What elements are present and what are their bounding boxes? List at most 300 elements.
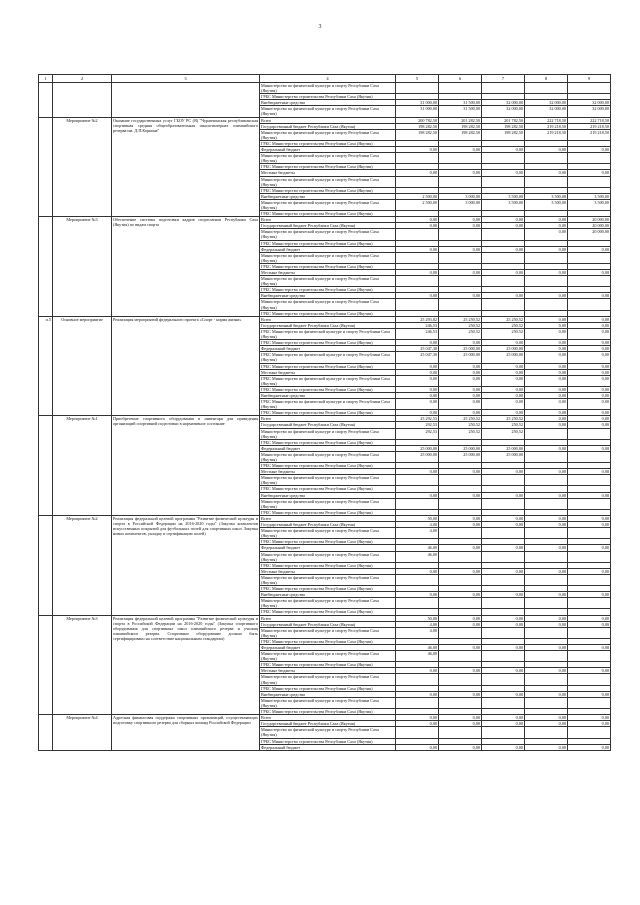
amount-cell: 0,00 <box>525 621 568 627</box>
amount-cell: 0,00 <box>396 293 439 299</box>
amount-cell <box>525 428 568 439</box>
amount-cell: 31 000,00 <box>396 100 439 106</box>
row-code <box>39 515 53 615</box>
funding-source-label: Местные бюджеты <box>260 369 396 375</box>
amount-cell: 0,00 <box>482 217 525 223</box>
amount-cell: 0,00 <box>482 545 525 551</box>
row-code <box>39 117 53 217</box>
funding-source-label: ГРБС Министерство строительства Республики Саха (Якутия) <box>260 509 396 515</box>
amount-cell: 0,00 <box>396 744 439 750</box>
amount-cell: 31 500,00 <box>439 106 482 117</box>
amount-cell: 0,00 <box>396 386 439 392</box>
amount-cell: 198 282,50 <box>396 123 439 129</box>
funding-source-label: Министерство по физической культуре и спорту Республики Саха (Якутия) <box>260 627 396 638</box>
amount-cell: 0,00 <box>396 147 439 153</box>
amount-cell: 20 000,00 <box>568 223 611 229</box>
amount-cell: 0,00 <box>525 293 568 299</box>
amount-cell <box>482 674 525 685</box>
activity-name: Мероприятие №2 <box>53 117 112 217</box>
activity-name <box>53 83 112 118</box>
amount-cell: 0,00 <box>568 721 611 727</box>
funding-source-label: Министерство по физической культуре и спорту Республики Саха (Якутия) <box>260 199 396 210</box>
amount-cell: 25 000,00 <box>482 346 525 352</box>
amount-cell: 0,00 <box>568 592 611 598</box>
amount-cell: 32 000,00 <box>568 106 611 117</box>
amount-cell <box>439 651 482 662</box>
amount-cell: 0,00 <box>568 522 611 528</box>
amount-cell: 25 250,52 <box>439 416 482 422</box>
amount-cell: 0,00 <box>482 386 525 392</box>
activity-name: Мероприятие №3 <box>53 615 112 715</box>
funding-source-label: ГРБС Министерство строительства Республики Саха (Якутия) <box>260 685 396 691</box>
amount-cell <box>568 276 611 287</box>
amount-cell: 32 000,00 <box>482 100 525 106</box>
amount-cell: 0,00 <box>568 375 611 386</box>
row-code <box>39 715 53 751</box>
funding-source-label: Федеральный бюджет <box>260 545 396 551</box>
funding-source-label: ГРБС Министерство строительства Республики Саха (Якутия) <box>260 287 396 293</box>
column-number: 1 <box>39 75 53 83</box>
amount-cell <box>482 627 525 638</box>
amount-cell: 246,53 <box>396 328 439 339</box>
funding-source-label: Всего <box>260 217 396 223</box>
amount-cell <box>439 551 482 562</box>
funding-source-label: Министерство по физической культуре и спорту Республики Саха (Якутия) <box>260 674 396 685</box>
amount-cell: 0,00 <box>525 147 568 153</box>
amount-cell <box>568 651 611 662</box>
amount-cell: 3 000,00 <box>439 199 482 210</box>
amount-cell: 0,00 <box>439 386 482 392</box>
funding-source-label: Внебюджетные средства <box>260 193 396 199</box>
amount-cell: 0,00 <box>568 399 611 410</box>
amount-cell: 20 000,00 <box>568 217 611 223</box>
amount-cell: 0,00 <box>396 691 439 697</box>
funding-source-label: Федеральный бюджет <box>260 346 396 352</box>
column-number: 7 <box>482 75 525 83</box>
amount-cell: 25 047,30 <box>396 352 439 363</box>
amount-cell: 0,00 <box>439 340 482 346</box>
amount-cell: 0,00 <box>525 229 568 240</box>
amount-cell <box>568 551 611 562</box>
amount-cell: 3 500,00 <box>568 199 611 210</box>
funding-source-label: Местные бюджеты <box>260 568 396 574</box>
funding-source-label: Министерство по физической культуре и спорту Республики Саха (Якутия) <box>260 106 396 117</box>
amount-cell: 0,00 <box>482 293 525 299</box>
amount-cell: 0,00 <box>525 691 568 697</box>
activity-description: Реализация мероприятий федерального проекта «Спорт - норма жизни» <box>112 316 260 416</box>
funding-source-label: Министерство по физической культуре и спорту Республики Саха (Якутия) <box>260 574 396 585</box>
funding-source-label: Министерство по физической культуре и спорту Республики Саха (Якутия) <box>260 727 396 738</box>
amount-cell: 219 218,50 <box>525 123 568 129</box>
amount-cell: 46,00 <box>396 551 439 562</box>
activity-description <box>112 83 260 118</box>
amount-cell: 0,00 <box>568 147 611 153</box>
funding-source-label: Государственный бюджет Республики Саха (Якутия) <box>260 522 396 528</box>
amount-cell: 0,00 <box>525 316 568 322</box>
amount-cell <box>482 551 525 562</box>
amount-cell: 0,00 <box>396 492 439 498</box>
funding-source-label: Федеральный бюджет <box>260 445 396 451</box>
amount-cell <box>568 697 611 708</box>
amount-cell: 0,00 <box>482 721 525 727</box>
amount-cell <box>525 176 568 187</box>
amount-cell: 0,00 <box>439 392 482 398</box>
amount-cell: 222 718,50 <box>525 117 568 123</box>
row-code: п.5 <box>39 316 53 416</box>
funding-source-label: ГРБС Министерство строительства Республики Саха (Якутия) <box>260 240 396 246</box>
amount-cell: 0,00 <box>482 744 525 750</box>
funding-source-label: Всего <box>260 615 396 621</box>
amount-cell: 0,00 <box>439 515 482 521</box>
amount-cell: 0,00 <box>568 445 611 451</box>
funding-source-label: Министерство по физической культуре и спорту Республики Саха (Якутия) <box>260 451 396 462</box>
amount-cell <box>396 252 439 263</box>
amount-cell <box>439 475 482 486</box>
funding-source-label: ГРБС Министерство строительства Республики Саха (Якутия) <box>260 463 396 469</box>
funding-source-label: ГРБС Министерство строительства Республики Саха (Якутия) <box>260 638 396 644</box>
funding-source-label: Внебюджетные средства <box>260 392 396 398</box>
amount-cell <box>525 574 568 585</box>
amount-cell <box>482 299 525 310</box>
amount-cell: 0,00 <box>439 217 482 223</box>
amount-cell: 0,00 <box>439 375 482 386</box>
amount-cell: 46,00 <box>396 651 439 662</box>
amount-cell: 0,00 <box>568 270 611 276</box>
amount-cell: 0,00 <box>525 340 568 346</box>
amount-cell: 0,00 <box>439 592 482 598</box>
funding-source-label: Местные бюджеты <box>260 668 396 674</box>
amount-cell: 0,00 <box>568 246 611 252</box>
amount-cell: 0,00 <box>568 545 611 551</box>
amount-cell: 0,00 <box>525 346 568 352</box>
amount-cell: 0,00 <box>396 375 439 386</box>
amount-cell: 250,52 <box>482 322 525 328</box>
amount-cell: 0,00 <box>439 170 482 176</box>
amount-cell <box>396 697 439 708</box>
funding-source-label: Внебюджетные средства <box>260 492 396 498</box>
amount-cell: 0,00 <box>568 715 611 721</box>
funding-source-label: ГРБС Министерство по физической культуре и спорту Республики Саха (Якутия) <box>260 399 396 410</box>
amount-cell: 0,00 <box>439 270 482 276</box>
amount-cell: 31 000,00 <box>396 106 439 117</box>
amount-cell: 0,00 <box>396 392 439 398</box>
funding-source-label: ГРБС Министерство строительства Республики Саха (Якутия) <box>260 662 396 668</box>
funding-source-label: Министерство по физической культуре и спорту Республики Саха (Якутия) <box>260 428 396 439</box>
amount-cell <box>525 551 568 562</box>
funding-source-label: Всего <box>260 416 396 422</box>
amount-cell <box>525 674 568 685</box>
amount-cell: 25 250,52 <box>482 316 525 322</box>
amount-cell: 0,00 <box>568 492 611 498</box>
amount-cell <box>482 83 525 94</box>
amount-cell: 0,00 <box>439 721 482 727</box>
amount-cell: 0,00 <box>525 445 568 451</box>
amount-cell <box>525 475 568 486</box>
funding-source-label: ГРБС Министерство строительства Республики Саха (Якутия) <box>260 586 396 592</box>
funding-source-label: ГРБС Министерство по физической культуре и спорту Республики Саха (Якутия) <box>260 375 396 386</box>
amount-cell: 25 047,30 <box>396 346 439 352</box>
amount-cell: 0,00 <box>525 328 568 339</box>
amount-cell: 0,00 <box>396 592 439 598</box>
column-number: 8 <box>525 75 568 83</box>
amount-cell: 3 500,00 <box>482 199 525 210</box>
amount-cell <box>568 627 611 638</box>
row-code <box>39 83 53 118</box>
amount-cell: 0,00 <box>525 492 568 498</box>
amount-cell <box>396 574 439 585</box>
amount-cell: 0,00 <box>568 386 611 392</box>
amount-cell: 0,00 <box>525 545 568 551</box>
funding-source-label: ГРБС Министерство строительства Республики Саха (Якутия) <box>260 539 396 545</box>
amount-cell: 0,00 <box>439 744 482 750</box>
amount-cell: 0,00 <box>568 316 611 322</box>
amount-cell <box>482 697 525 708</box>
funding-source-label: Министерство по физической культуре и спорту Республики Саха (Якутия) <box>260 229 396 240</box>
amount-cell <box>439 276 482 287</box>
amount-cell: 32 000,00 <box>482 106 525 117</box>
amount-cell: 222 718,50 <box>568 117 611 123</box>
amount-cell: 250,52 <box>482 422 525 428</box>
amount-cell: 0,00 <box>439 369 482 375</box>
amount-cell <box>525 153 568 164</box>
amount-cell: 2 500,00 <box>396 193 439 199</box>
funding-source-label: Государственный бюджет Республики Саха (Якутия) <box>260 621 396 627</box>
page-number: 3 <box>318 24 322 30</box>
amount-cell: 0,00 <box>439 668 482 674</box>
funding-source-label: ГРБС Министерство по физической культуре и спорту Республики Саха (Якутия) <box>260 352 396 363</box>
amount-cell: 0,00 <box>439 293 482 299</box>
amount-cell <box>439 83 482 94</box>
amount-cell: 3 500,00 <box>482 193 525 199</box>
funding-source-label: ГРБС Министерство строительства Республики Саха (Якутия) <box>260 164 396 170</box>
funding-source-label: ГРБС Министерство строительства Республики Саха (Якутия) <box>260 310 396 316</box>
column-number: 5 <box>396 75 439 83</box>
amount-cell: 0,00 <box>439 147 482 153</box>
amount-cell: 0,00 <box>439 522 482 528</box>
activity-name: Мероприятие №1 <box>53 416 112 516</box>
amount-cell: 0,00 <box>396 170 439 176</box>
amount-cell <box>525 697 568 708</box>
amount-cell: 0,00 <box>482 410 525 416</box>
funding-source-label: ГРБС Министерство строительства Республики Саха (Якутия) <box>260 211 396 217</box>
funding-source-label: Министерство по физической культуре и спорту Республики Саха (Якутия) <box>260 697 396 708</box>
amount-cell: 0,00 <box>568 615 611 621</box>
amount-cell: 25 000,00 <box>396 451 439 462</box>
funding-source-label: ГРБС Министерство строительства Республики Саха (Якутия) <box>260 439 396 445</box>
amount-cell: 25 000,00 <box>396 445 439 451</box>
amount-cell <box>568 428 611 439</box>
amount-cell: 0,00 <box>525 223 568 229</box>
funding-source-label: Местные бюджеты <box>260 170 396 176</box>
amount-cell: 0,00 <box>525 522 568 528</box>
amount-cell <box>525 528 568 539</box>
amount-cell <box>439 697 482 708</box>
column-number-header-row <box>39 75 611 83</box>
amount-cell: 0,00 <box>568 744 611 750</box>
amount-cell: 0,00 <box>568 328 611 339</box>
funding-source-label: Внебюджетные средства <box>260 691 396 697</box>
amount-cell: 0,00 <box>439 246 482 252</box>
funding-source-label: ГРБС Министерство строительства Республики Саха (Якутия) <box>260 340 396 346</box>
amount-cell: 0,00 <box>482 340 525 346</box>
amount-cell <box>482 153 525 164</box>
amount-cell: 0,00 <box>439 223 482 229</box>
funding-source-label: ГРБС Министерство строительства Республики Саха (Якутия) <box>260 738 396 744</box>
amount-cell: 25 000,00 <box>482 352 525 363</box>
amount-cell: 25 250,52 <box>482 416 525 422</box>
activity-name: Мероприятие №2 <box>53 515 112 615</box>
amount-cell: 0,00 <box>568 392 611 398</box>
amount-cell: 3 500,00 <box>568 193 611 199</box>
amount-cell: 0,00 <box>568 416 611 422</box>
funding-source-label: Всего <box>260 515 396 521</box>
amount-cell: 198 282,50 <box>439 123 482 129</box>
amount-cell: 250,52 <box>482 428 525 439</box>
amount-cell: 0,00 <box>482 469 525 475</box>
amount-cell: 25 292,53 <box>396 416 439 422</box>
amount-cell: 0,00 <box>525 592 568 598</box>
amount-cell: 0,00 <box>439 568 482 574</box>
amount-cell: 0,00 <box>525 721 568 727</box>
amount-cell <box>568 176 611 187</box>
amount-cell: 0,00 <box>482 147 525 153</box>
column-number: 4 <box>260 75 396 83</box>
amount-cell: 3 000,00 <box>439 193 482 199</box>
funding-source-label: ГРБС Министерство строительства Республики Саха (Якутия) <box>260 187 396 193</box>
amount-cell <box>439 252 482 263</box>
amount-cell: 219 218,50 <box>525 129 568 140</box>
amount-cell <box>482 651 525 662</box>
amount-cell: 0,00 <box>396 410 439 416</box>
funding-source-label: ГРБС Министерство строительства Республики Саха (Якутия) <box>260 94 396 100</box>
amount-cell <box>568 498 611 509</box>
amount-cell: 0,00 <box>439 410 482 416</box>
amount-cell <box>525 651 568 662</box>
amount-cell: 0,00 <box>482 392 525 398</box>
amount-cell: 3 500,00 <box>525 193 568 199</box>
activity-name: Мероприятие №4 <box>53 715 112 751</box>
funding-source-label: ГРБС Министерство строительства Республики Саха (Якутия) <box>260 486 396 492</box>
funding-source-label: Министерство по физической культуре и спорту Республики Саха (Якутия) <box>260 299 396 310</box>
amount-cell: 0,00 <box>439 363 482 369</box>
amount-cell <box>568 727 611 738</box>
amount-cell: 25 000,00 <box>482 445 525 451</box>
amount-cell: 50,00 <box>396 615 439 621</box>
amount-cell: 25 000,00 <box>439 352 482 363</box>
amount-cell: 4,00 <box>396 528 439 539</box>
amount-cell: 46,00 <box>396 645 439 651</box>
amount-cell: 0,00 <box>525 322 568 328</box>
amount-cell <box>568 153 611 164</box>
amount-cell: 0,00 <box>482 715 525 721</box>
amount-cell: 250,52 <box>439 322 482 328</box>
amount-cell: 0,00 <box>525 170 568 176</box>
amount-cell <box>439 627 482 638</box>
amount-cell: 0,00 <box>482 615 525 621</box>
funding-source-label: Государственный бюджет Республики Саха (Якутия) <box>260 223 396 229</box>
amount-cell: 250,52 <box>439 428 482 439</box>
amount-cell <box>396 299 439 310</box>
activity-description: Адресная финансовая поддержка спортивных организаций, осуществляющих подготовку спортивного резерва для сборных команд Российской Федерации <box>112 715 260 751</box>
activity-name: Основное мероприятие <box>53 316 112 416</box>
amount-cell: 250,52 <box>439 422 482 428</box>
amount-cell: 3 500,00 <box>525 199 568 210</box>
amount-cell <box>439 498 482 509</box>
amount-cell: 0,00 <box>482 668 525 674</box>
amount-cell: 0,00 <box>525 410 568 416</box>
amount-cell <box>568 598 611 609</box>
amount-cell: 201 782,50 <box>482 117 525 123</box>
amount-cell: 0,00 <box>568 422 611 428</box>
funding-source-label: Федеральный бюджет <box>260 744 396 750</box>
amount-cell <box>568 528 611 539</box>
amount-cell: 0,00 <box>439 492 482 498</box>
funding-source-label: Федеральный бюджет <box>260 147 396 153</box>
row-code <box>39 615 53 715</box>
amount-cell: 25 000,00 <box>439 451 482 462</box>
amount-cell <box>568 299 611 310</box>
funding-source-label: Всего <box>260 715 396 721</box>
amount-cell: 198 282,50 <box>482 129 525 140</box>
amount-cell: 0,00 <box>439 691 482 697</box>
funding-source-label: ГРБС Министерство строительства Республики Саха (Якутия) <box>260 709 396 715</box>
amount-cell: 31 500,00 <box>439 100 482 106</box>
amount-cell <box>439 674 482 685</box>
funding-source-label: ГРБС Министерство строительства Республики Саха (Якутия) <box>260 263 396 269</box>
funding-source-label: Министерство по физической культуре и спорту Республики Саха (Якутия) <box>260 528 396 539</box>
amount-cell: 0,00 <box>525 369 568 375</box>
budget-table <box>38 74 611 751</box>
funding-source-label: Министерство по физической культуре и спорту Республики Саха (Якутия) <box>260 276 396 287</box>
amount-cell: 0,00 <box>439 621 482 627</box>
amount-cell: 0,00 <box>482 592 525 598</box>
amount-cell: 0,00 <box>439 645 482 651</box>
amount-cell: 4,00 <box>396 621 439 627</box>
funding-source-label: Министерство по физической культуре и спорту Республики Саха (Якутия) <box>260 176 396 187</box>
amount-cell: 198 282,50 <box>482 123 525 129</box>
amount-cell: 0,00 <box>568 469 611 475</box>
amount-cell: 0,00 <box>396 568 439 574</box>
amount-cell <box>525 299 568 310</box>
funding-source-label: Государственный бюджет Республики Саха (Якутия) <box>260 422 396 428</box>
amount-cell: 0,00 <box>396 363 439 369</box>
amount-cell: 292,53 <box>396 428 439 439</box>
amount-cell: 0,00 <box>482 691 525 697</box>
column-number: 2 <box>53 75 112 83</box>
amount-cell: 0,00 <box>568 293 611 299</box>
amount-cell <box>439 176 482 187</box>
amount-cell: 4,00 <box>396 627 439 638</box>
amount-cell: 0,00 <box>568 668 611 674</box>
funding-source-label: Министерство по физической культуре и спорту Республики Саха (Якутия) <box>260 498 396 509</box>
amount-cell: 0,00 <box>482 375 525 386</box>
amount-cell <box>396 83 439 94</box>
amount-cell: 250,52 <box>439 328 482 339</box>
funding-source-label: Местные бюджеты <box>260 469 396 475</box>
amount-cell <box>396 598 439 609</box>
amount-cell <box>396 498 439 509</box>
amount-cell: 0,00 <box>525 352 568 363</box>
amount-cell <box>525 252 568 263</box>
funding-source-label: Министерство по физической культуре и спорту Республики Саха (Якутия) <box>260 252 396 263</box>
funding-source-label: Министерство по физической культуре и спорту Республики Саха (Якутия) <box>260 598 396 609</box>
row-code <box>39 217 53 317</box>
funding-source-label: Министерство по физической культуре и спорту Республики Саха (Якутия) <box>260 551 396 562</box>
amount-cell: 0,00 <box>525 246 568 252</box>
amount-cell: 0,00 <box>525 217 568 223</box>
amount-cell <box>568 674 611 685</box>
amount-cell: 0,00 <box>396 715 439 721</box>
